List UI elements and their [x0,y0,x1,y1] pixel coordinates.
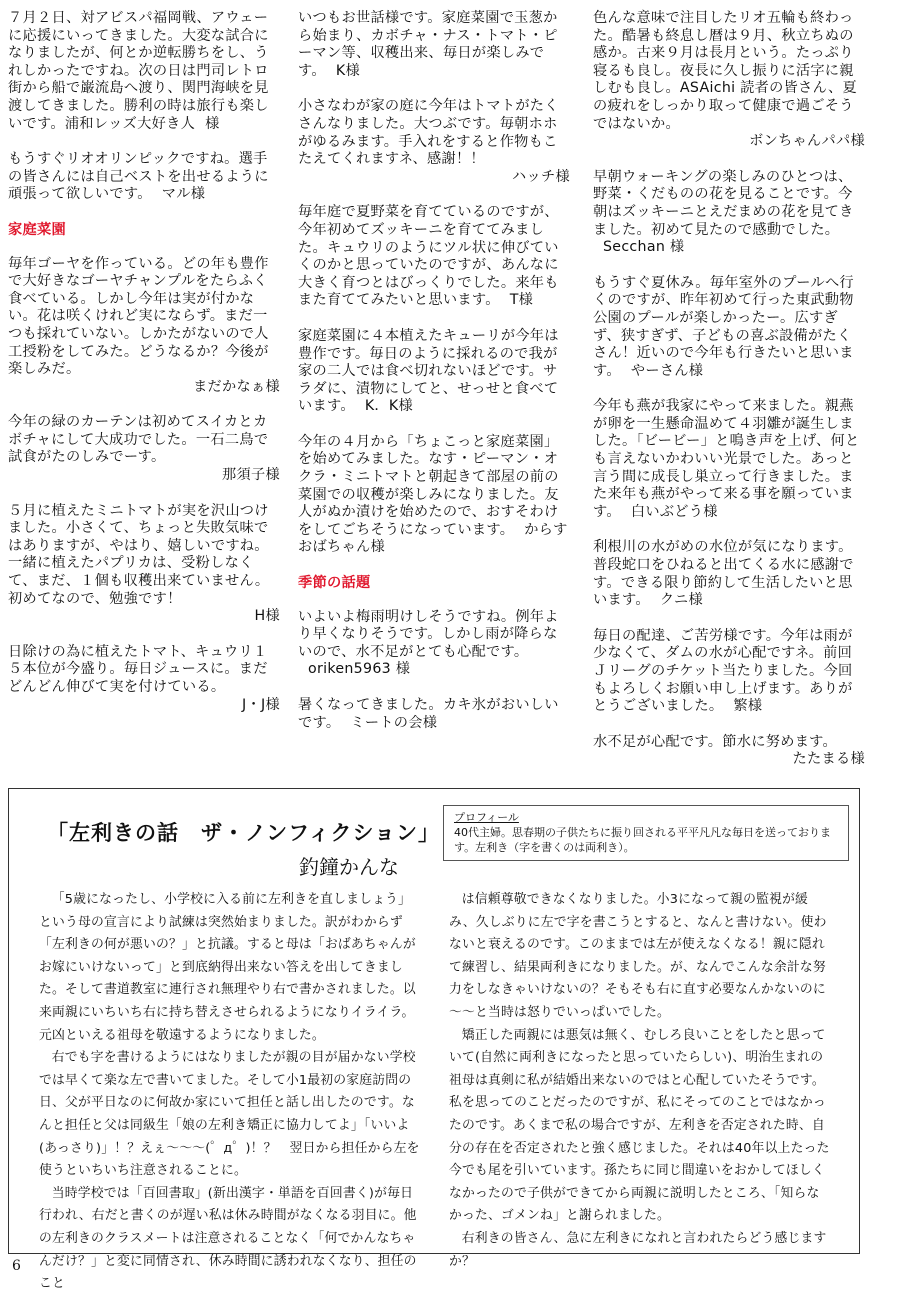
post-text: 今年の緑のカーテンは初めてスイカとカボチャにして大成功でした。一石二鳥で試食がたのしみでーす。 [8,414,269,466]
reader-post [298,609,570,679]
post-signature: oriken5963 様 [308,661,411,678]
essay-author: 釣鐘かんな [299,855,399,879]
post-text: ５月に植えたミニトマトが実を沢山つけました。小さくて、ちょっと失敗気味ではありますが、やはり、嬉しいですね。一緒に植えたパプリカは、受粉しなくて、まだ、１個も収穫出来ていません。初めてなので、勉強です！ [8,502,270,607]
post-signature: 繁様 [733,698,763,715]
post-text: いつもお世話様です。家庭菜園で玉葱から始まり、カボチャ・ナス・トマト・ピーマン等、収穫出来、毎日が楽しみです。 [298,10,558,79]
essay-paragraph: 右利きの皆さん、急に左利きになれと言われたらどう感じますか？ [449,1230,827,1269]
essay-box [8,788,860,1292]
post-text: 毎年庭で夏野菜を育てているのですが、今年初めてズッキーニを育ててみました。キュウリのようにツル状に伸びていくのかと思っていたのですが、あんなに大きく育つとはびっくりでした。来年もまた育ててみたいと思います。 [298,204,559,309]
post-signature: マル様 [161,186,206,203]
post-signature: 那須子様 [222,467,280,484]
post-signature: やーさん様 [630,362,704,379]
page-number: 6 [12,1258,21,1274]
section-heading: 季節の話題 [298,575,371,592]
reader-post [298,98,570,186]
post-text: ７月２日、対アビスパ福岡戦、アウェーに応援にいってきました。大変な試合になりましたが、何とか逆転勝ちをし、うれしかったですね。次の日は門司レトロ街から船で巌流島へ渡り、関門海峡を見渡してきました。勝利の時は旅行も楽しいです。浦和レッズ大好き人 [8,10,269,132]
reader-post [8,503,280,626]
post-text: もうすぐ夏休み。毎年室外のプールへ行くのですが、昨年初めて行った東武動物公園のプールが楽しかったー。広すぎず、狭すぎず、子どもの喜ぶ設備がたくさん！近いので今年も行きたいと思います。 [593,274,854,379]
section-heading: 家庭菜園 [8,221,66,238]
post-signature: からすおばちゃん様 [298,521,568,556]
reader-post [298,10,570,80]
reader-post [298,328,570,416]
essay-paragraph: 右でも字を書けるようにはなりましたが親の目が届かない学校では早くて楽な左で書いてました。そして小1最初の家庭訪問の日、父が平日なのに何故か家にいて担任と話し出したのです。なんと担任と父は同級生「娘の左利き矯正に協力してよ」「いいよ(あっさり)」！？えぇ～～～(゜д゜)！？ 翌日から担任から左を使うといちいち注意されることに。 [39,1050,420,1179]
essay-column-right [449,889,831,1273]
post-signature: H様 [254,608,280,625]
post-signature: K様 [335,62,360,79]
post-signature: たたまる様 [792,751,865,768]
post-text: 今年も燕が我家にやって来ました。親燕が卵を一生懸命温めて４羽雛が誕生しました。「ビービー」と鳴き声を上げ、何とも言えないかわいい光景でした。あっと言う間に成長し巣立って行きました。また来年も燕がやって来る事を願っています。 [593,398,860,520]
essay-paragraph: 矯正した両親には悪気は無く、むしろ良いことをしたと思っていて(自然に両利きになったと思っていたらしい)、明治生まれの祖母は真剣に私が結婚出来ないのではと心配していたそうです。私を思ってのことだったのですが、私にそってのことではなかったのです。あくまで私の場合ですが、左利きを否定された時、自分の存在を否定されたと強く感じました。それは40年以上たった今でも尾を引いています。孫たちに同じ間違いをおかしてほしくなかったので子供ができてから両親に説明したところ、「知らなかった、ゴメンね」と謝られました。 [449,1027,830,1224]
reader-post [593,275,865,381]
post-text: 水不足が心配です。節水に努めます。 [593,733,838,750]
reader-post [593,10,865,151]
reader-post [8,10,280,133]
reader-post [8,644,280,714]
reader-column-3 [593,10,865,787]
post-text: もうすぐリオオリンピックですね。選手の皆さんには自己ベストを出せるように頑張って欲しいです。 [8,151,269,203]
essay-column-left [39,889,421,1296]
post-signature: クニ様 [659,592,704,609]
post-text: 毎日の配達、ご苦労様です。今年は雨が少なくて、ダムの水が心配ですネ。前回Ｊリーグのチケット当たりました。今回もよろしくお願い申し上げます。ありがとうございました。 [593,627,853,715]
essay-paragraph: 「5歳になったし、小学校に入る前に左利きを直しましょう」という母の宣言により試練は突然始まりました。訳がわからず「左利きの何が悪いの？」と抗議。すると母は「おばあちゃんがお嫁にいけないって」と到底納得出来ない答えを出してきました。そして書道教室に連行され無理やり右で書かされました。以来両親にいちいち右に持ち替えさせられるようになりイライラ。元凶といえる祖母を敬遠するようになりました。 [39,892,416,1043]
post-text: 家庭菜園に４本植えたキューリが今年は豊作です。毎日のように採れるので我が家の二人では食べ切れないほどです。サラダに、漬物にしてと、せっせと食べています。 [298,327,559,415]
reader-post [298,697,570,732]
reader-post [593,539,865,609]
reader-post [8,151,280,204]
post-signature: ボンちゃんパパ様 [749,133,865,150]
reader-post [8,414,280,484]
post-text: いよいよ梅雨明けしそうですね。例年より早くなりそうです。しかし雨が降らないので、水不足がとても心配です。 [298,608,559,660]
reader-column-2 [298,10,570,750]
profile-label: プロフィール [454,811,519,824]
post-signature: T様 [509,292,534,309]
reader-post [8,256,280,397]
post-text: 利根川の水がめの水位が気になります。普段蛇口をひねると出てくる水に感謝です。できる限り節約して生活したいと思います。 [593,539,854,609]
essay-paragraph: 当時学校では「百回書取」(新出漢字・単語を百回書く)が毎日行われ、右だと書くのが遅い私は休み時間がなくなる羽目に。他の左利きのクラスメートは注意されることなく「何でかんなちゃんだけ？」と変に同情され、休み時間に誘われなくなり、担任のこと [39,1185,417,1292]
profile-box [443,805,849,861]
post-text: 毎年ゴーヤを作っている。どの年も豊作で大好きなゴーヤチャンプルをたらふく食べている。しかし今年は実が付かない。花は咲くけれど実にならず。まだ一つも採れていない。しかたがないので人工授粉をしてみた。どうなるか？今後が楽しみだ。 [8,255,269,378]
reader-column-1 [8,10,280,732]
reader-post [593,734,865,769]
post-text: 日除けの為に植えたトマト、キュウリ１５本位が今盛り。毎日ジュースに。まだどんどん伸びて実を付けている。 [8,643,268,695]
post-signature: ハッチ様 [512,168,570,185]
post-text: 今年の４月から「ちょこっと家庭菜園」を始めてみました。なす・ピーマン・オクラ・ミニトマトと朝起きて部屋の前の菜園での収穫が楽しみになりました。友人がぬか漬けを始めたので、おすそわけをしてごちそうになっています。 [298,433,559,538]
profile-text: 40代主婦。思春期の子供たちに振り回される平平凡凡な毎日を送っております。左利き（字を書くのは両利き）。 [454,826,831,854]
reader-post [298,434,570,557]
reader-post [593,169,865,257]
reader-post [593,628,865,716]
essay-title: 「左利きの話 ザ・ノンフィクション」 [47,821,441,845]
essay-paragraph: は信頼尊敬できなくなりました。小3になって親の監視が緩み、久しぶりに左で字を書こうとすると、なんと書けない。使わないと衰えるのです。このままでは左が使えなくなる！親に隠れて練習し、結果両利きになりました。が、なんでこんな余計な努力をしなきゃいけないの？そもそも右に直す必要なんかないのに～～と当時は怒りでいっぱいでした。 [449,892,827,1020]
post-signature: 様 [205,115,220,132]
post-signature: J・J様 [242,696,280,713]
post-signature: K．K様 [364,398,414,415]
post-signature: 白いぶどう様 [630,503,718,520]
post-text: 色んな意味で注目したリオ五輪も終わった。酷暑も終息し暦は９月、秋立ちぬの感か。古来９月は長月という。たっぷり寝るも良し。夜長に久し振りに活字に親しむも良し。ASAichi 読者の皆さん、夏の疲れをしっかり取って健康で過ごそうではないか。 [593,10,857,132]
reader-post [593,398,865,521]
post-signature: ミートの会様 [350,714,438,731]
post-signature: Secchan 様 [603,239,685,256]
post-text: 小さなわが家の庭に今年はトマトがたくさんなりました。大つぶです。毎朝ホホがゆるみます。手入れをすると作物もこたえてくれますネ、感謝！！ [298,98,559,168]
post-signature: まだかなぁ様 [193,378,280,395]
post-text: 早朝ウォーキングの楽しみのひとつは、野菜・くだものの花を見ることです。今朝はズッキーニとえだまめの花を見てきました。初めて見たので感動でした。 [593,168,854,238]
reader-post [298,204,570,310]
post-text: 暑くなってきました。カキ氷がおいしいです。 [298,697,559,731]
